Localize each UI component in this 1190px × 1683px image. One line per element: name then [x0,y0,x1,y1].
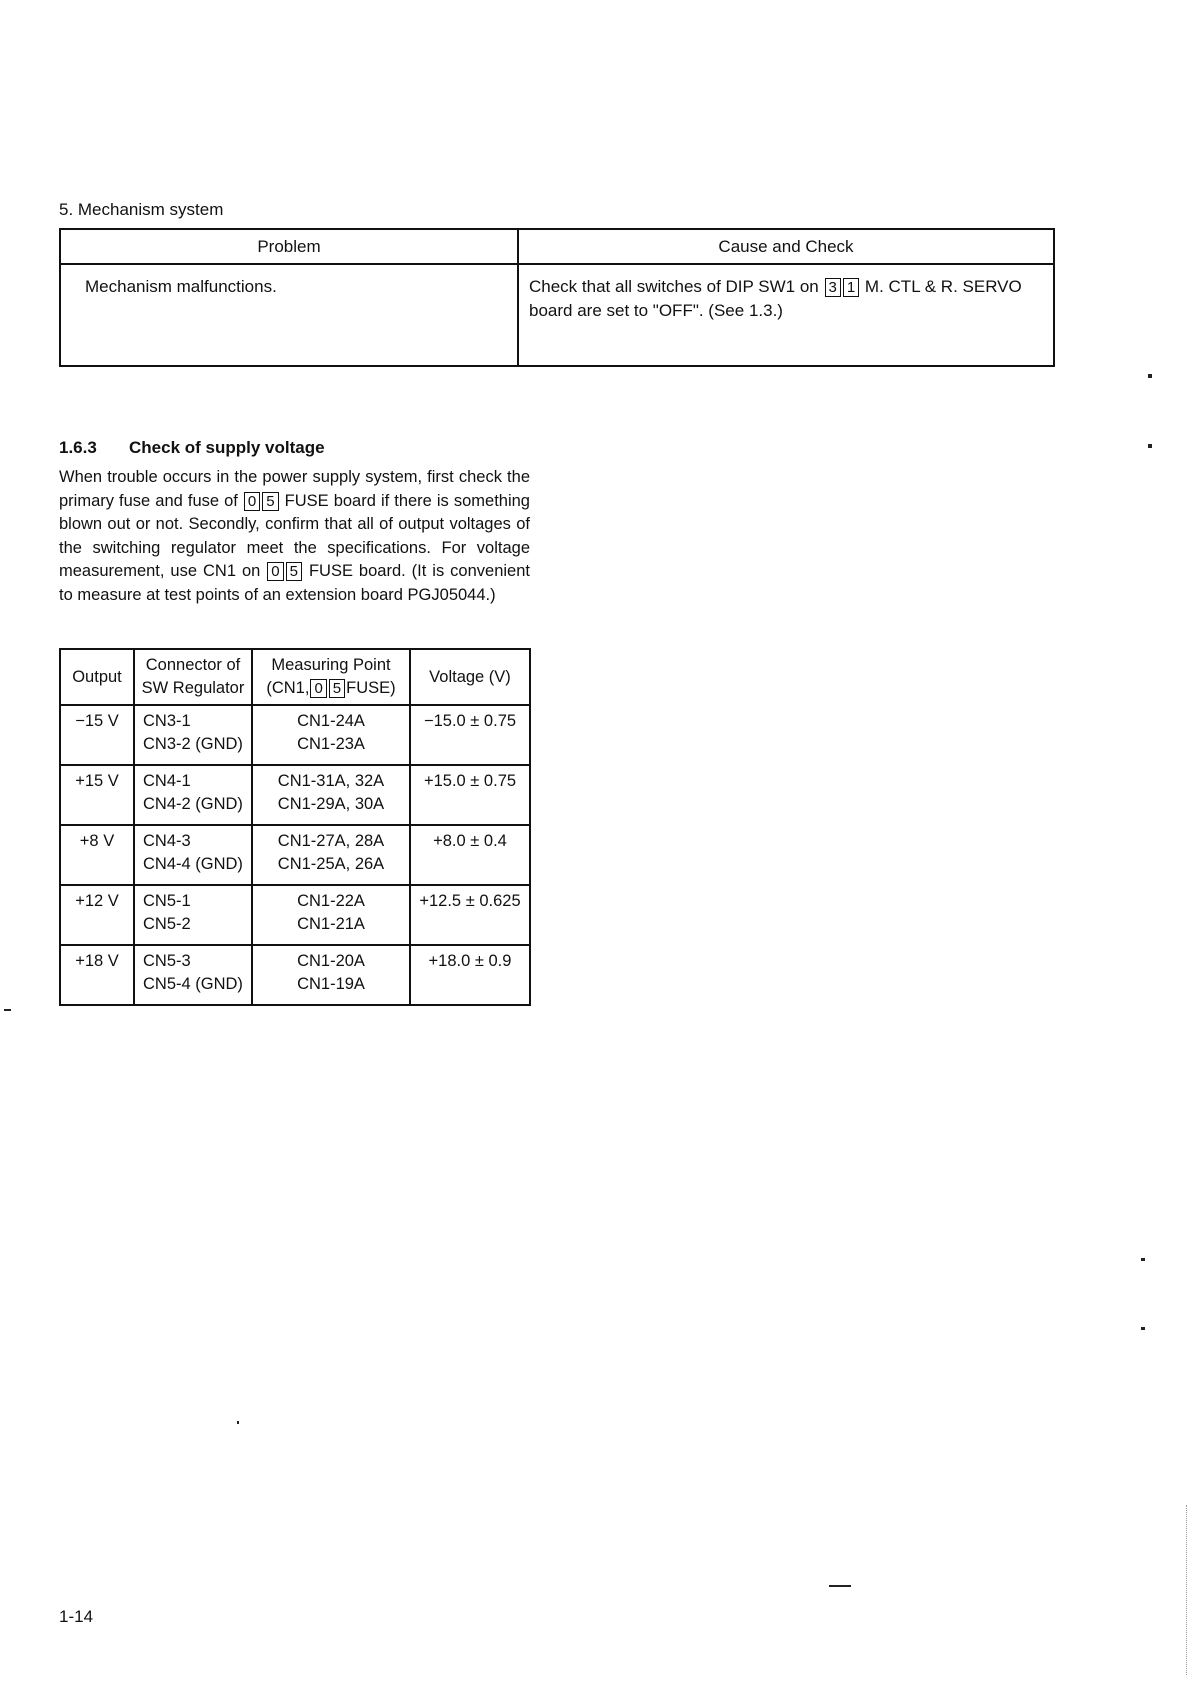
paragraph-text: When trouble occurs in the power supply system, first check the primary fuse and fuse of [59,468,530,510]
board-key-box: 5 [286,562,302,581]
table-row [60,765,530,825]
paragraph-text: FUSE board. (It is convenient to measure at test points of an extension board PGJ05044.) [59,562,530,604]
connector-pin: CN5-4 (GND) [143,975,243,993]
measuring-cell [252,945,410,1005]
board-key-box: 0 [267,562,283,581]
voltage-table [59,648,531,1006]
output-cell: +18 V [60,945,134,1005]
scan-speck [237,1421,239,1424]
page-number: 1-14 [59,1607,94,1626]
scan-edge [1186,1505,1188,1675]
connector-cell [134,705,252,765]
scan-speck [1141,1258,1145,1261]
problem-cell: Mechanism malfunctions. [60,264,518,366]
voltage-cell: +12.5 ± 0.625 [410,885,530,945]
measuring-prefix: (CN1, [266,679,310,697]
problem-table [59,228,1055,367]
connector-pin: CN4-4 (GND) [143,855,243,873]
connector-header-line2: SW Regulator [141,679,245,697]
scan-speck [829,1585,851,1587]
connector-cell [134,885,252,945]
connector-header [134,649,252,705]
measuring-pin: CN1-24A [297,712,365,730]
connector-pin: CN3-2 (GND) [143,735,243,753]
voltage-cell: +8.0 ± 0.4 [410,825,530,885]
board-key-box: 3 [825,278,841,297]
measuring-cell [252,825,410,885]
board-key-box: 5 [262,492,278,511]
connector-cell [134,945,252,1005]
measuring-cell [252,885,410,945]
measuring-pin: CN1-31A, 32A [277,772,385,790]
measuring-cell [252,705,410,765]
cause-text-after: M. CTL & R. SERVO board are set to "OFF". (See 1.3.) [529,277,1022,320]
section-title: 5. Mechanism system [59,200,224,219]
cause-cell [518,264,1054,366]
measuring-pin: CN1-22A [297,892,365,910]
connector-pin: CN4-1 [143,772,191,790]
output-cell: −15 V [60,705,134,765]
connector-pin: CN5-1 [143,892,191,910]
subsection-title: Check of supply voltage [129,438,325,457]
measuring-pin: CN1-27A, 28A [277,832,385,850]
table-row [60,945,530,1005]
connector-pin: CN5-2 [143,915,191,933]
connector-pin: CN4-3 [143,832,191,850]
voltage-cell: +18.0 ± 0.9 [410,945,530,1005]
measuring-header [252,649,410,705]
board-key-box: 5 [329,679,345,698]
board-key-box: 0 [244,492,260,511]
subsection-number: 1.6.3 [59,438,97,457]
measuring-pin: CN1-29A, 30A [277,795,385,813]
measuring-pin: CN1-20A [297,952,365,970]
output-cell: +15 V [60,765,134,825]
problem-header: Problem [60,229,518,264]
output-header: Output [60,649,134,705]
voltage-cell: −15.0 ± 0.75 [410,705,530,765]
measuring-header-line1: Measuring Point [271,656,391,674]
scan-speck [1148,374,1152,378]
measuring-pin: CN1-19A [297,975,365,993]
scan-speck [1141,1327,1145,1330]
table-row [60,705,530,765]
output-cell: +8 V [60,825,134,885]
connector-cell [134,765,252,825]
connector-header-line1: Connector of [145,656,241,674]
board-key-box: 0 [310,679,326,698]
subsection-heading [59,438,325,458]
connector-pin: CN3-1 [143,712,191,730]
body-paragraph [59,466,530,608]
paragraph-text: FUSE board if there is something blown out or not. Secondly, confirm that all of output voltages of the switching regulator meet the specifications. For voltage measurement, use CN1 on [59,491,530,581]
table-row [60,825,530,885]
connector-pin: CN5-3 [143,952,191,970]
voltage-cell: +15.0 ± 0.75 [410,765,530,825]
connector-cell [134,825,252,885]
scan-speck [4,1009,11,1011]
table-row [60,264,1054,366]
board-key-box: 1 [843,278,859,297]
cause-header: Cause and Check [518,229,1054,264]
measuring-suffix: FUSE) [346,679,396,697]
measuring-header-line2 [255,677,407,700]
measuring-pin: CN1-23A [297,735,365,753]
connector-pin: CN4-2 (GND) [143,795,243,813]
measuring-pin: CN1-21A [297,915,365,933]
cause-text-before: Check that all switches of DIP SW1 on [529,277,819,296]
measuring-pin: CN1-25A, 26A [277,855,385,873]
voltage-header: Voltage (V) [410,649,530,705]
scan-speck [1148,444,1152,448]
output-cell: +12 V [60,885,134,945]
table-row [60,885,530,945]
measuring-cell [252,765,410,825]
